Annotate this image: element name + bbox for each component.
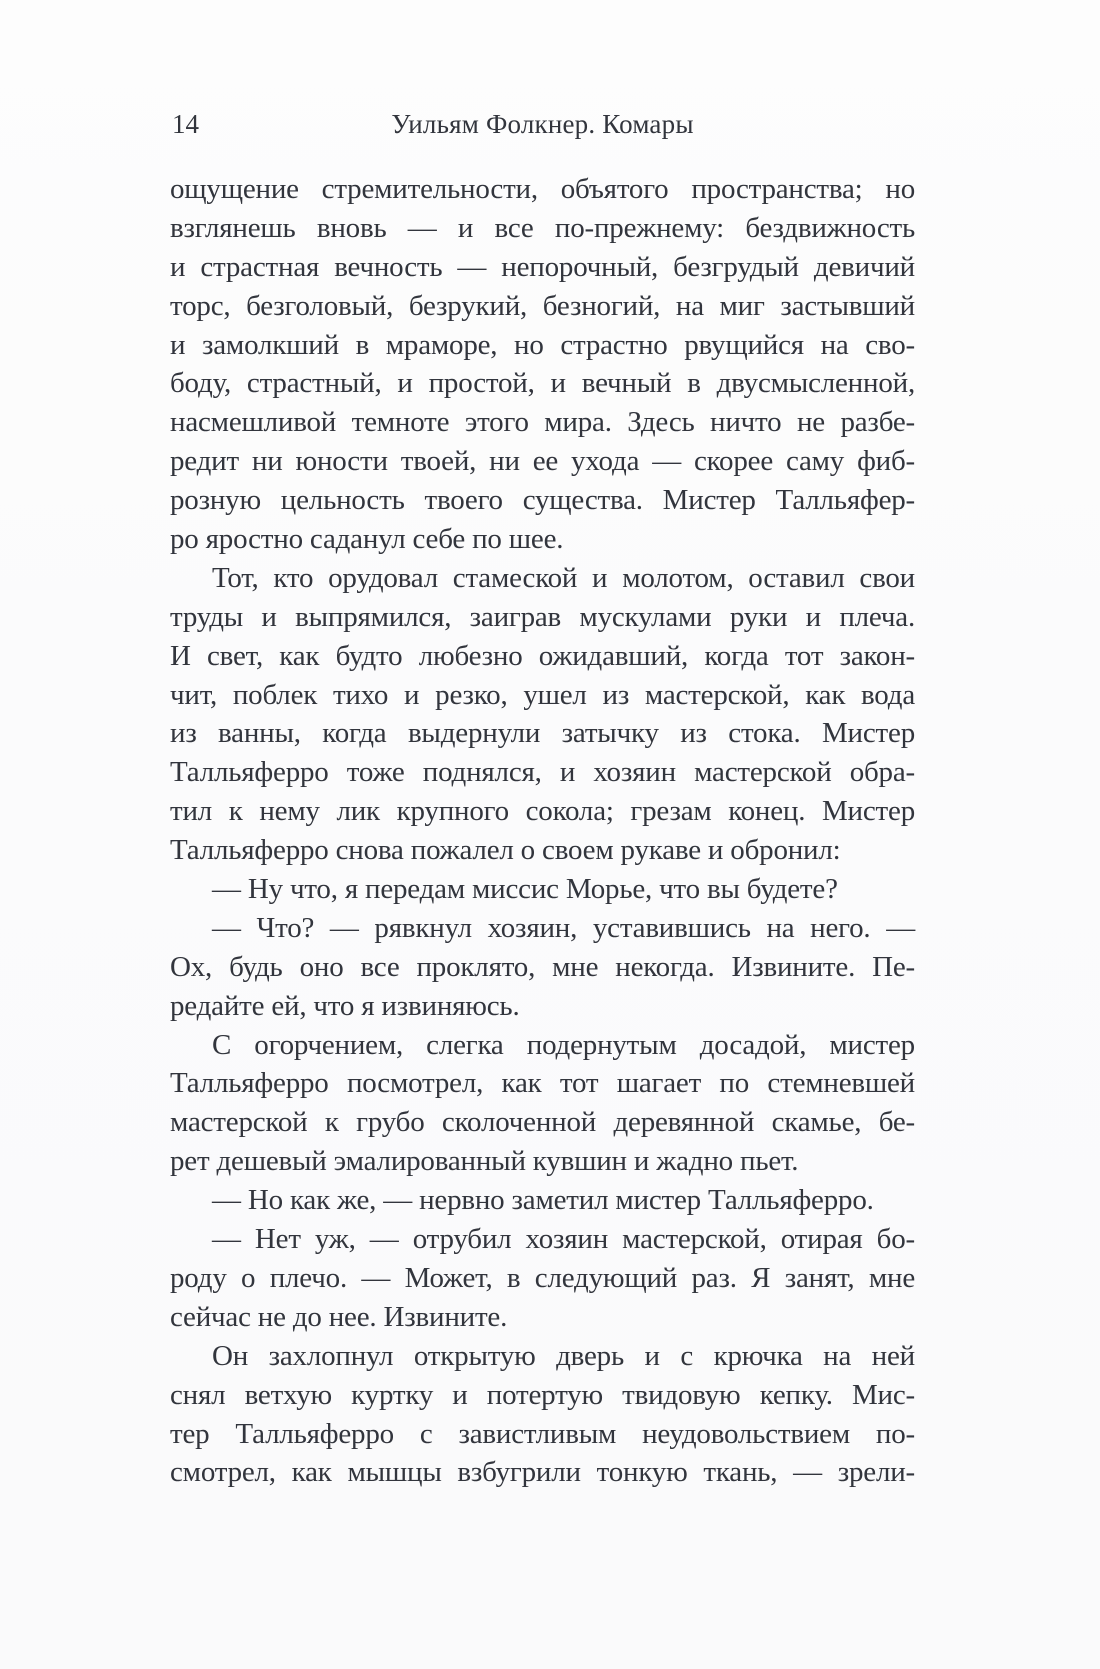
text-line: насмешливой темноте этого мира. Здесь ничто не разбе- [170,406,915,439]
text-line: труды и выпрямился, заиграв мускулами руки и плеча. [170,600,915,633]
text-line: торс, безголовый, безрукий, безногий, на миг застывший [170,289,915,322]
text-line: тер Талльяферро с завистливым неудовольствием по- [170,1417,915,1450]
text-line: — Что? — рявкнул хозяин, уставившись на него. — [212,911,915,944]
text-line: боду, страстный, и простой, и вечный в двусмысленной, [170,367,915,400]
paragraph [170,1181,915,1220]
paragraph [170,1337,915,1493]
text-line: С огорчением, слегка подернутым досадой, мистер [212,1028,915,1061]
text-line: Он захлопнул открытую дверь и с крючка на ней [212,1339,915,1372]
text-line: из ванны, когда выдернули затычку из стока. Мистер [170,717,915,750]
text-line: — Нет уж, — отрубил хозяин мастерской, отирая бо- [212,1223,915,1256]
text-line: — Но как же, — нервно заметил мистер Талльяферро. [212,1184,874,1217]
text-line: Талльяферро посмотрел, как тот шагает по стемневшей [170,1067,915,1100]
page-number: 14 [172,109,199,139]
text-line: Тот, кто орудовал стамеской и молотом, оставил свои [212,561,915,594]
text-line: редит ни юности твоей, ни ее ухода — скорее саму фиб- [170,445,915,478]
text-line: мастерской к грубо сколоченной деревянной скамье, бе- [170,1106,915,1139]
text-line: И свет, как будто любезно ожидавший, когда тот закон- [170,639,915,672]
page-header [170,106,915,142]
text-line: и замолкший в мраморе, но страстно рвущийся на сво- [170,328,915,361]
text-line: розную цельность твоего существа. Мистер Талльяфер- [170,484,915,517]
text-line: взглянешь вновь — и все по-прежнему: бездвижность [170,211,915,244]
text-line: и страстная вечность — непорочный, безгрудый девичий [170,250,915,283]
text-line: ро яростно саданул себе по шее. [170,523,564,556]
paragraph [170,170,915,559]
text-line: ощущение стремительности, объятого пространства; но [170,173,915,205]
paragraph [170,909,915,1026]
text-line: снял ветхую куртку и потертую твидовую кепку. Мис- [170,1378,915,1411]
text-line: Талльяферро снова пожалел о своем рукаве и обронил: [170,834,841,867]
text-line: редайте ей, что я извиняюсь. [170,989,520,1022]
text-line: тил к нему лик крупного сокола; грезам конец. Мистер [170,795,915,828]
text-line: рет дешевый эмалированный кувшин и жадно пьет. [170,1145,799,1178]
text-line: роду о плечо. — Может, в следующий раз. Я занят, мне [170,1261,915,1294]
text-line: смотрел, как мышцы взбугрили тонкую ткань, — зрели- [170,1456,915,1489]
paragraph [170,559,915,870]
text-line: Ох, будь оно все проклято, мне некогда. Извините. Пе- [170,950,915,983]
paragraph [170,1026,915,1182]
text-line: Талльяферро тоже поднялся, и хозяин мастерской обра- [170,756,915,789]
paragraph [170,870,915,909]
text-line: — Ну что, я передам миссис Морье, что вы будете? [212,873,838,906]
paragraph [170,1220,915,1337]
running-title: Уильям Фолкнер. Комары [391,109,694,139]
text-line: сейчас не до нее. Извините. [170,1300,508,1333]
body-text [170,170,915,1492]
text-line: чит, поблек тихо и резко, ушел из мастерской, как вода [170,678,915,711]
